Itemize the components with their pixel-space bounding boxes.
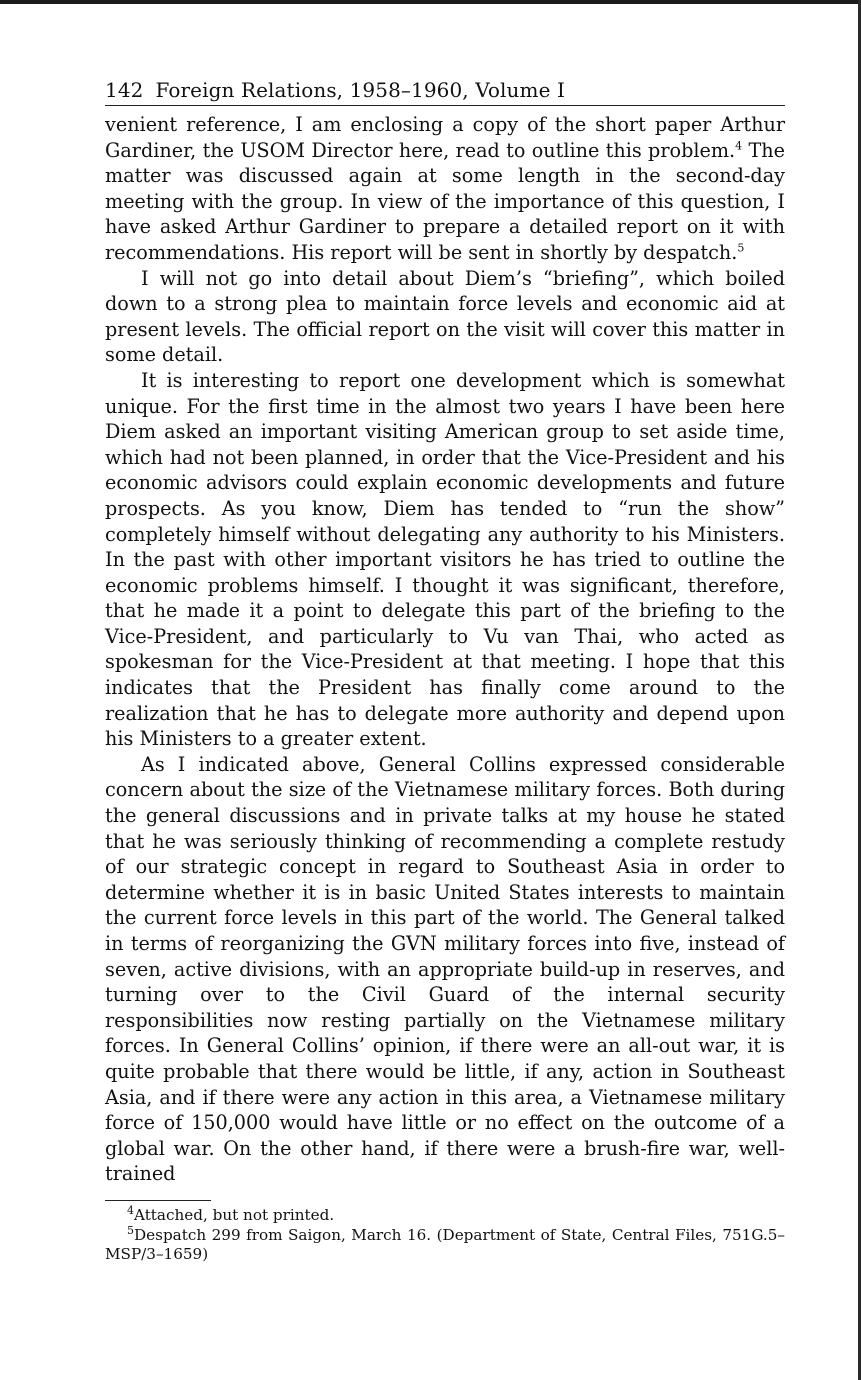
footnote <box>105 1223 785 1265</box>
paragraph: As I indicated above, General Collins expressed considerable concern about the size of the Vietnamese military forces. Both during the general discussions and in private talks at my house he stated that he was seriously thinking of recommending a complete restudy of our strategic concept in regard to Southeast Asia in order to determine whether it is in basic United States interests to maintain the current force levels in this part of the world. The General talked in terms of reorganizing the GVN military forces into five, instead of seven, active divisions, with an appropriate build-up in reserves, and turning over to the Civil Guard of the internal security responsibilities now resting partially on the Vietnamese military forces. In General Collins’ opinion, if there were an all-out war, it is quite probable that there would be little, if any, action in Southeast Asia, and if there were any action in this area, a Vietnamese military force of 150,000 would have little or no effect on the outcome of a global war. On the other hand, if there were a brush-fire war, well-trained <box>105 752 785 1186</box>
paragraph: It is interesting to report one development which is somewhat unique. For the first time in the almost two years I have been here Diem asked an important visiting American group to set aside time, which had not been planned, in order that the Vice-President and his economic advisors could explain economic developments and future prospects. As you know, Diem has tended to “run the show” completely himself without delegating any authority to his Ministers. In the past with other important visitors he has tried to outline the economic problems himself. I thought it was significant, therefore, that he made it a point to delegate this part of the briefing to the Vice-President, and particularly to Vu van Thai, who acted as spokesman for the Vice-President at that meeting. I hope that this indicates that the President has finally come around to the realization that he has to delegate more authority and depend upon his Ministers to a greater extent. <box>105 368 785 751</box>
running-header <box>105 76 785 106</box>
footnotes <box>105 1203 785 1265</box>
paragraph: I will not go into detail about Diem’s “briefing”, which boiled down to a strong plea to maintain force levels and economic aid at present levels. The official report on the visit will cover this matter in some detail. <box>105 266 785 367</box>
paragraph-continuation <box>105 112 785 266</box>
footnote <box>105 1203 785 1226</box>
scan-edge-top <box>0 0 861 4</box>
paragraph-text-cont: The matter was discussed again at some length in the second-day meeting with the group. In view of the importance of this question, I have asked Arthur Gardiner to prepare a detailed report on it with recommendations. His report will be sent in shortly by despatch. <box>105 138 785 264</box>
paragraph-text: venient reference, I am enclosing a copy of the short paper Arthur Gardiner, the USOM Director here, read to outline this problem. <box>105 113 785 162</box>
document-page <box>105 76 785 1265</box>
footnote-ref: 4 <box>735 139 743 153</box>
page-number: 142 <box>105 78 144 102</box>
footnote-text: Despatch 299 from Saigon, March 16. (Department of State, Central Files, 751G.5–MSP/3–1659) <box>105 1225 785 1264</box>
footnote-marker: 5 <box>127 1223 134 1237</box>
running-title: Foreign Relations, 1958–1960, Volume I <box>155 78 565 102</box>
footnote-text: Attached, but not printed. <box>134 1205 335 1224</box>
footnote-ref: 5 <box>737 241 745 255</box>
footnote-divider <box>105 1200 211 1201</box>
footnote-marker: 4 <box>127 1203 134 1217</box>
body-text <box>105 112 785 1187</box>
